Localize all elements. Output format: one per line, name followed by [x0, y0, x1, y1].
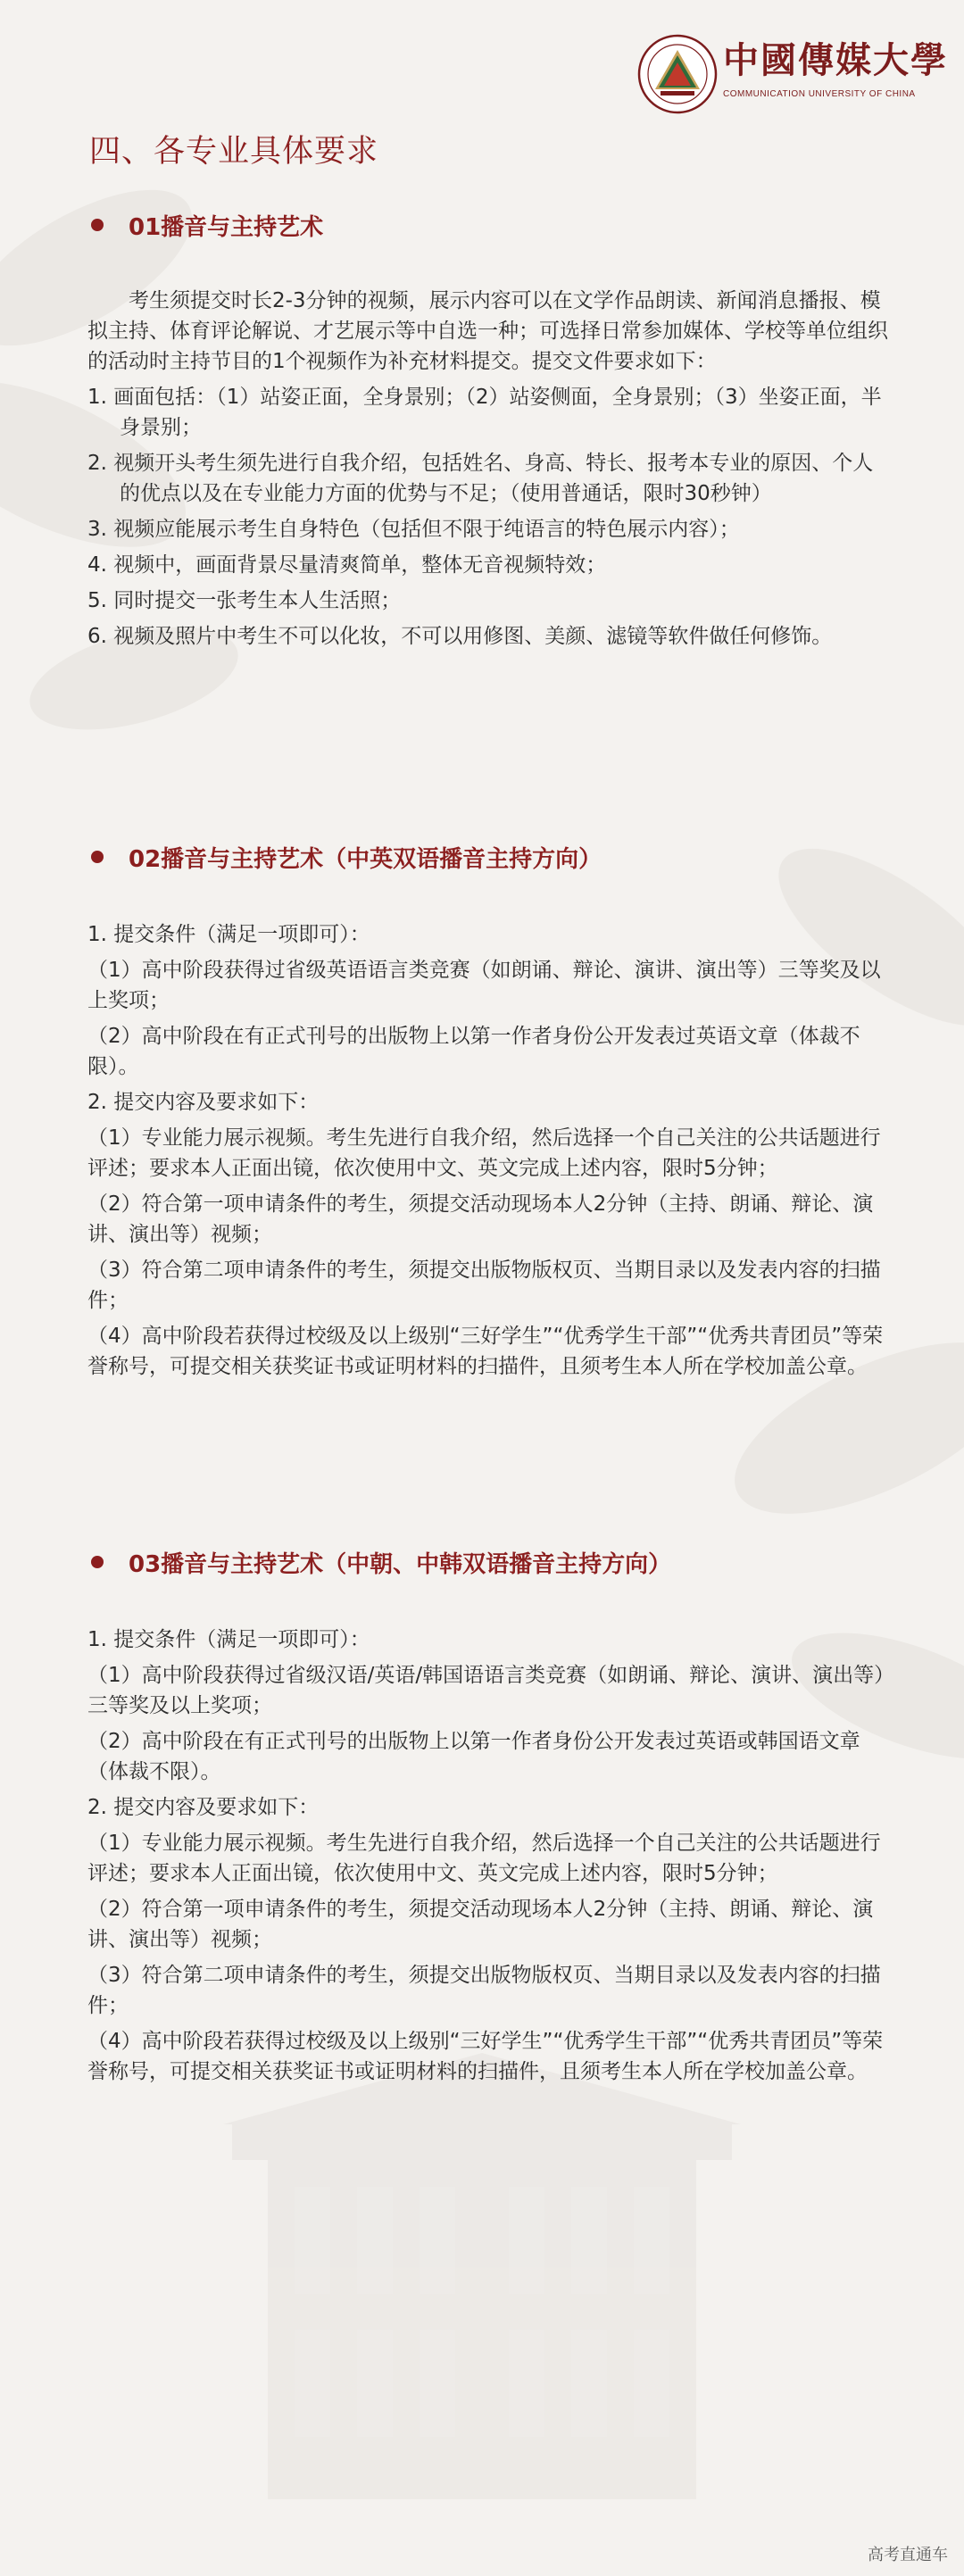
list-item: （4）高中阶段若获得过校级及以上级别“三好学生”“优秀学生干部”“优秀共青团员”等荣誉称号，可提交相关获奖证书或证明材料的扫描件，且须考生本人所在学校加盖公章。: [87, 1325, 884, 1378]
list-item: 2. 提交内容及要求如下：: [87, 1091, 320, 1114]
list-item: 1. 画面包括：（1）站姿正面，全身景别；（2）站姿侧面，全身景别；（3）坐姿正面，半身景别；: [87, 386, 882, 439]
section-02-body: [87, 919, 891, 1387]
list-item: （1）专业能力展示视频。考生先进行自我介绍，然后选择一个自己关注的公共话题进行评述；要求本人正面出镜，依次使用中文、英文完成上述内容，限时5分钟；: [87, 1126, 881, 1180]
section-02-heading: [89, 839, 602, 875]
header: [0, 0, 964, 134]
list-item: （2）高中阶段在有正式刊号的出版物上以第一作者身份公开发表过英语或韩国语文章（体裁不限）。: [87, 1730, 860, 1783]
list-item: （3）符合第二项申请条件的考生，须提交出版物版权页、当期目录以及发表内容的扫描件；: [87, 1964, 881, 2017]
list-item: 6. 视频及照片中考生不可以化妆，不可以用修图、美颜、滤镜等软件做任何修饰。: [87, 625, 833, 648]
list-item: 2. 提交内容及要求如下：: [87, 1796, 320, 1819]
section-03-body: [87, 1625, 891, 2092]
list-item: （3）符合第二项申请条件的考生，须提交出版物版权页、当期目录以及发表内容的扫描件；: [87, 1259, 881, 1312]
section-01-heading: [89, 207, 323, 243]
section-03-heading: [89, 1544, 671, 1580]
watermark: 高考直通车: [868, 2546, 948, 2564]
page-title: 四、各专业具体要求: [89, 134, 379, 170]
list-item: （1）专业能力展示视频。考生先进行自我介绍，然后选择一个自己关注的公共话题进行评述；要求本人正面出镜，依次使用中文、英文完成上述内容，限时5分钟；: [87, 1832, 881, 1885]
list-item: 2. 视频开头考生须先进行自我介绍，包括姓名、身高、特长、报考本专业的原因、个人的优点以及在专业能力方面的优势与不足；（使用普通话，限时30秒钟）: [87, 452, 874, 505]
bullet-icon: [91, 219, 104, 231]
section-01-intro: 考生须提交时长2-3分钟的视频，展示内容可以在文学作品朗读、新闻消息播报、模拟主持、体育评论解说、才艺展示等中自选一种；可选择日常参加媒体、学校等单位组织的活动时主持节目的1个视频作为补充材料提交。提交文件要求如下：: [87, 289, 888, 373]
list-item: 3. 视频应能展示考生自身特色（包括但不限于纯语言的特色展示内容）；: [87, 518, 740, 541]
bullet-icon: [91, 851, 104, 863]
list-item: （2）高中阶段在有正式刊号的出版物上以第一作者身份公开发表过英语文章（体裁不限）。: [87, 1025, 860, 1078]
list-item: （4）高中阶段若获得过校级及以上级别“三好学生”“优秀学生干部”“优秀共青团员”等荣誉称号，可提交相关获奖证书或证明材料的扫描件，且须考生本人所在学校加盖公章。: [87, 2030, 884, 2083]
list-item: 1. 提交条件（满足一项即可）：: [87, 1628, 370, 1651]
bullet-icon: [91, 1556, 104, 1568]
logo-text: [723, 39, 948, 99]
list-item: 1. 提交条件（满足一项即可）：: [87, 923, 370, 946]
logo-chinese-name: 中國傳媒大學: [723, 39, 948, 81]
section-02-title: 02播音与主持艺术（中英双语播音主持方向）: [129, 845, 602, 873]
list-item: 5. 同时提交一张考生本人生活照；: [87, 589, 402, 612]
list-item: （1）高中阶段获得过省级英语语言类竞赛（如朗诵、辩论、演讲、演出等）三等奖及以上奖项；: [87, 959, 881, 1012]
list-item: （2）符合第一项申请条件的考生，须提交活动现场本人2分钟（主持、朗诵、辩论、演讲、演出等）视频；: [87, 1898, 874, 1951]
logo-english-name: COMMUNICATION UNIVERSITY OF CHINA: [723, 89, 916, 99]
section-03-title: 03播音与主持艺术（中朝、中韩双语播音主持方向）: [129, 1550, 672, 1578]
list-item: 4. 视频中，画面背景尽量清爽简单，整体无音视频特效；: [87, 553, 607, 577]
list-item: （1）高中阶段获得过省级汉语/英语/韩国语语言类竞赛（如朗诵、辩论、演讲、演出等）三等奖及以上奖项；: [87, 1664, 885, 1717]
university-seal-icon: [637, 34, 718, 114]
list-item: （2）符合第一项申请条件的考生，须提交活动现场本人2分钟（主持、朗诵、辩论、演讲、演出等）视频；: [87, 1192, 874, 1246]
section-01-title: 01播音与主持艺术: [129, 213, 324, 241]
section-01-body: [87, 286, 891, 657]
